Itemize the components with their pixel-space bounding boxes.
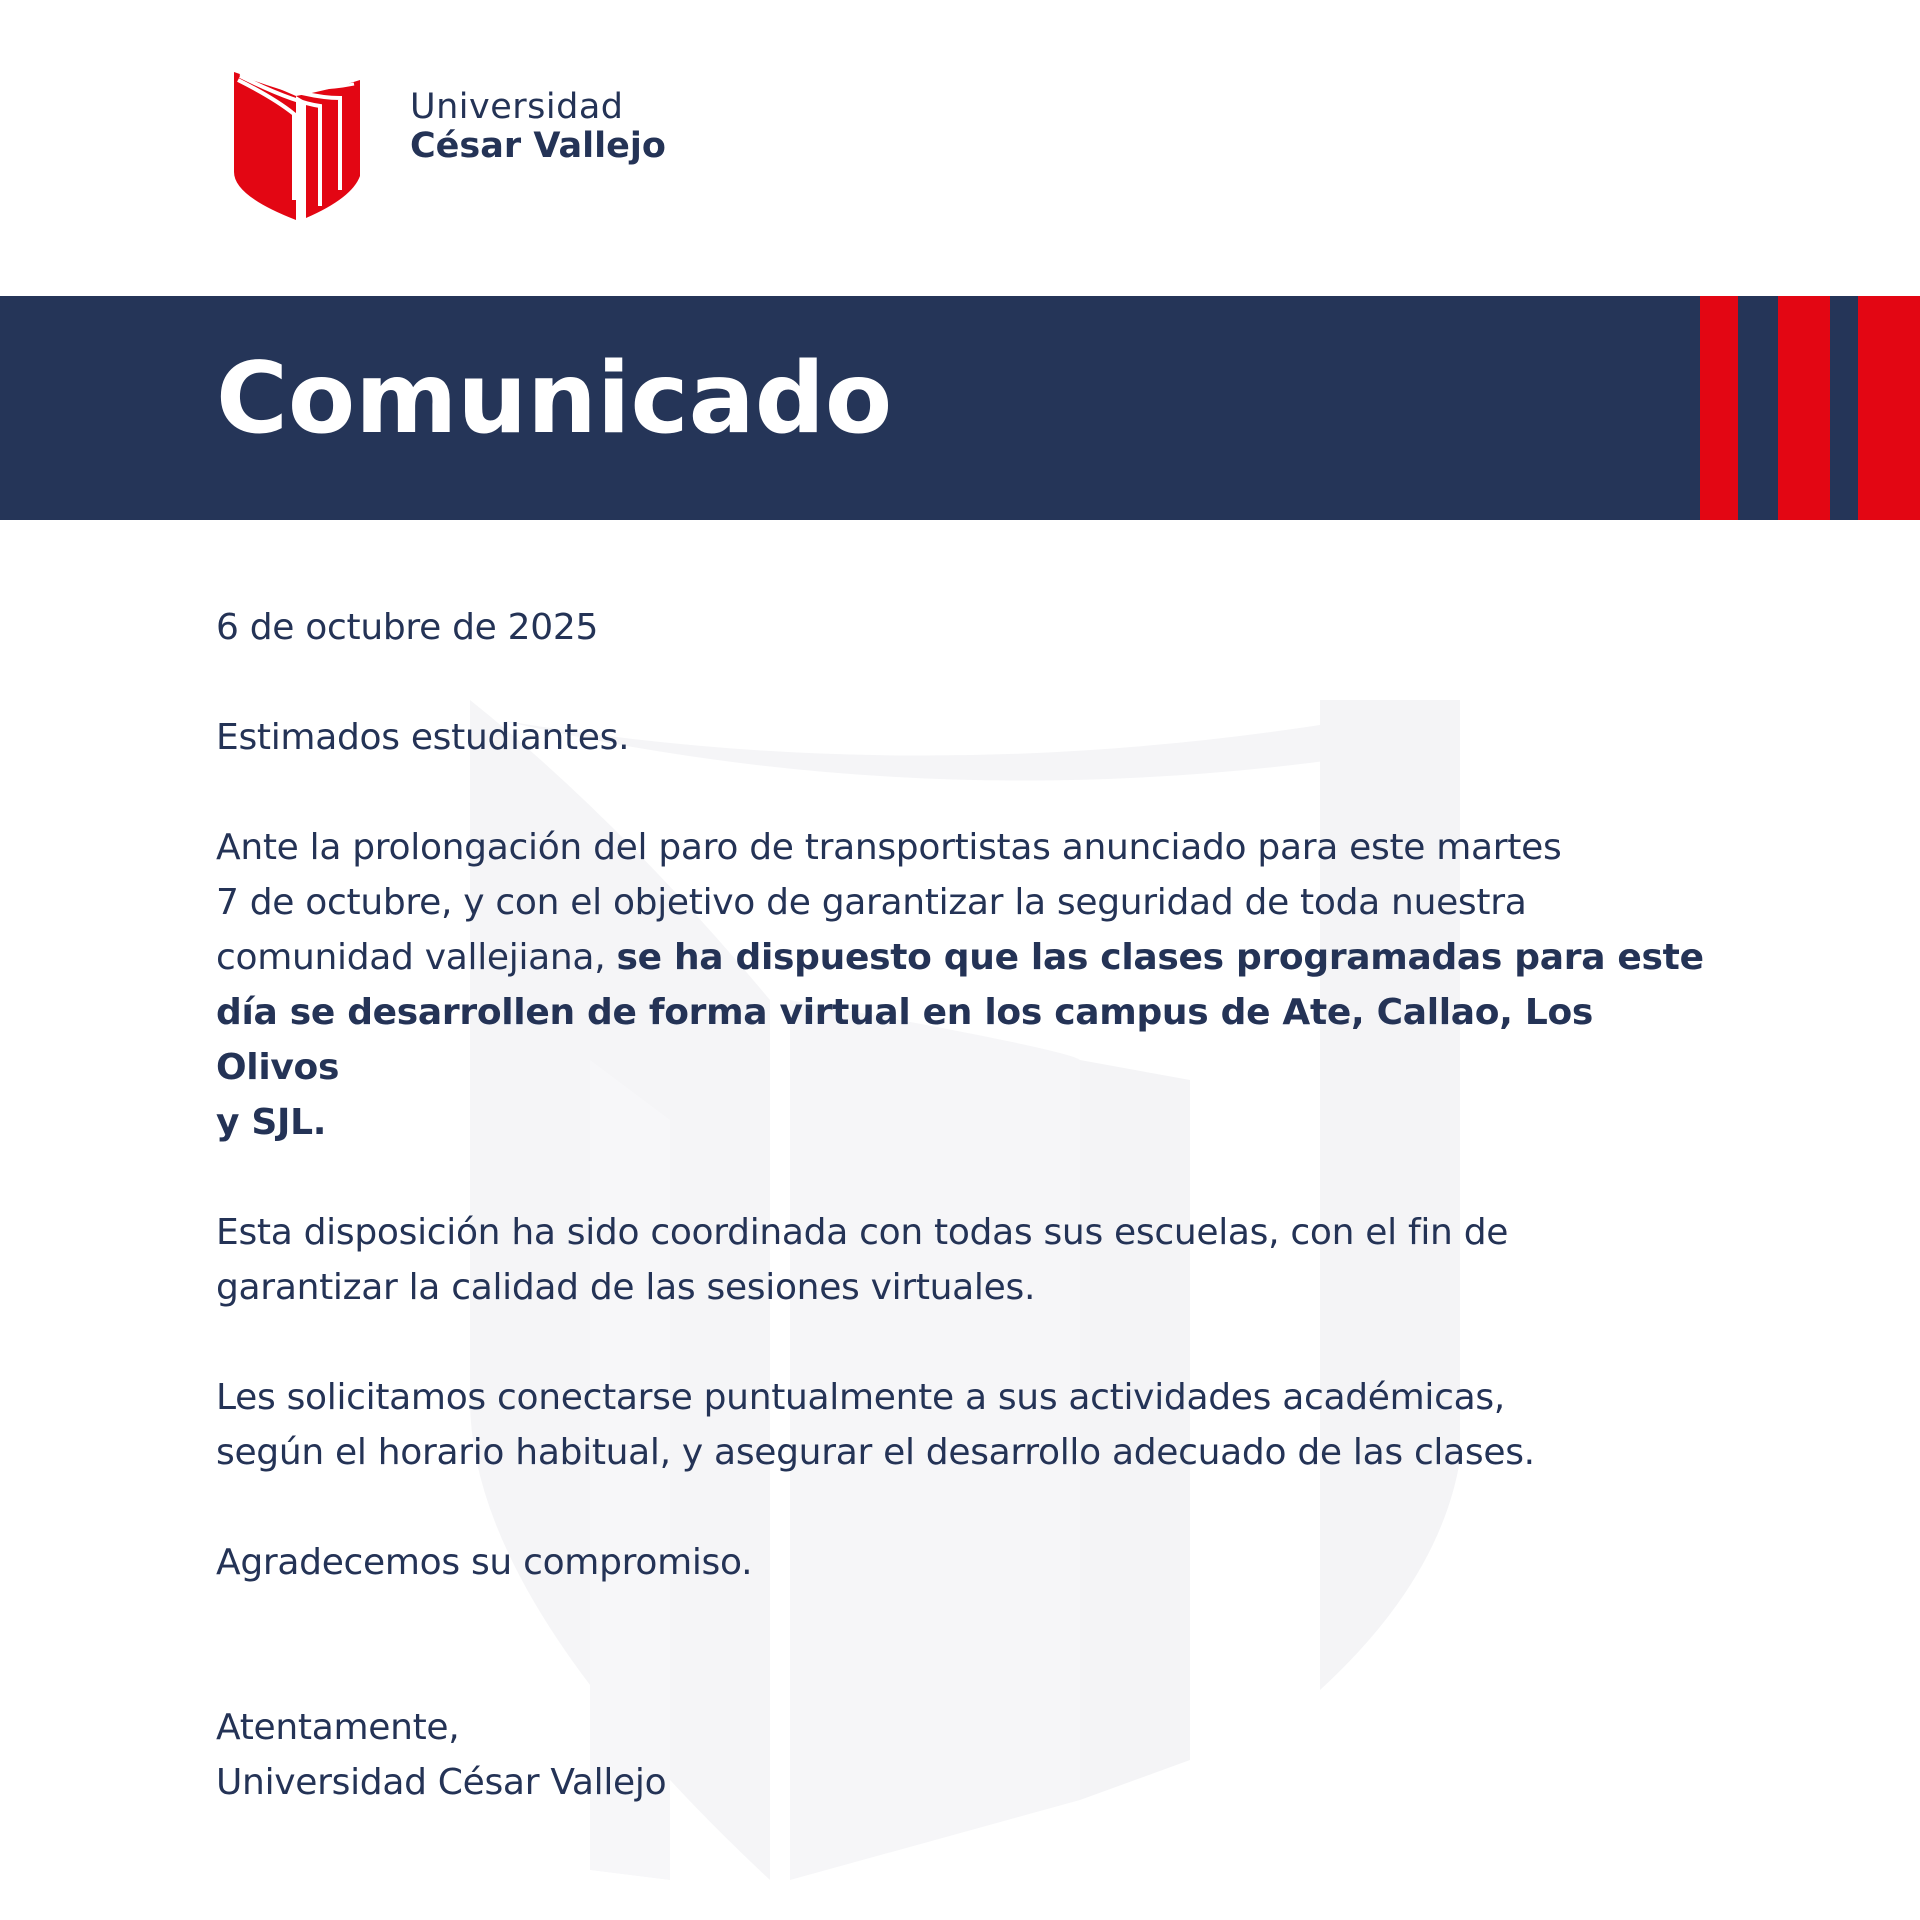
logo-line-cesar-vallejo: César Vallejo: [410, 126, 666, 166]
paragraph-1-highlight: y SJL.: [216, 1102, 327, 1143]
banner-stripe: [1778, 296, 1830, 520]
page-title: Comunicado: [216, 342, 893, 456]
paragraph-1-line: [216, 930, 1716, 985]
paragraph-2: [216, 1205, 1716, 1315]
letter-greeting: Estimados estudiantes.: [216, 717, 630, 758]
paragraph-1-text: comunidad vallejiana,: [216, 937, 617, 978]
logo-line-universidad: Universidad: [410, 87, 624, 127]
paragraph-1-line: Ante la prolongación del paro de transportistas anunciado para este martes: [216, 827, 1562, 868]
letter-closing: Atentamente,: [216, 1707, 460, 1748]
banner-stripe: [1700, 296, 1738, 520]
paragraph-1: [216, 820, 1716, 1150]
university-logo-icon: [234, 72, 360, 220]
paragraph-3-line: según el horario habitual, y asegurar el desarrollo adecuado de las clases.: [216, 1432, 1535, 1473]
paragraph-3: [216, 1370, 1716, 1480]
letter-signature: Universidad César Vallejo: [216, 1762, 667, 1803]
paragraph-1-line: 7 de octubre, y con el objetivo de garantizar la seguridad de toda nuestra: [216, 882, 1527, 923]
paragraph-2-line: Esta disposición ha sido coordinada con todas sus escuelas, con el fin de: [216, 1212, 1509, 1253]
letter-body: [216, 600, 1716, 1810]
letter-thanks: Agradecemos su compromiso.: [216, 1542, 753, 1583]
paragraph-1-highlight: se ha dispuesto que las clases programadas para este: [616, 937, 1704, 978]
paragraph-1-highlight: día se desarrollen de forma virtual en los campus de Ate, Callao, Los Olivos: [216, 992, 1594, 1088]
paragraph-3-line: Les solicitamos conectarse puntualmente a sus actividades académicas,: [216, 1377, 1505, 1418]
university-logo-text: [410, 87, 666, 166]
paragraph-2-line: garantizar la calidad de las sesiones virtuales.: [216, 1267, 1036, 1308]
banner-stripe: [1858, 296, 1920, 520]
letter-date: 6 de octubre de 2025: [216, 607, 599, 648]
